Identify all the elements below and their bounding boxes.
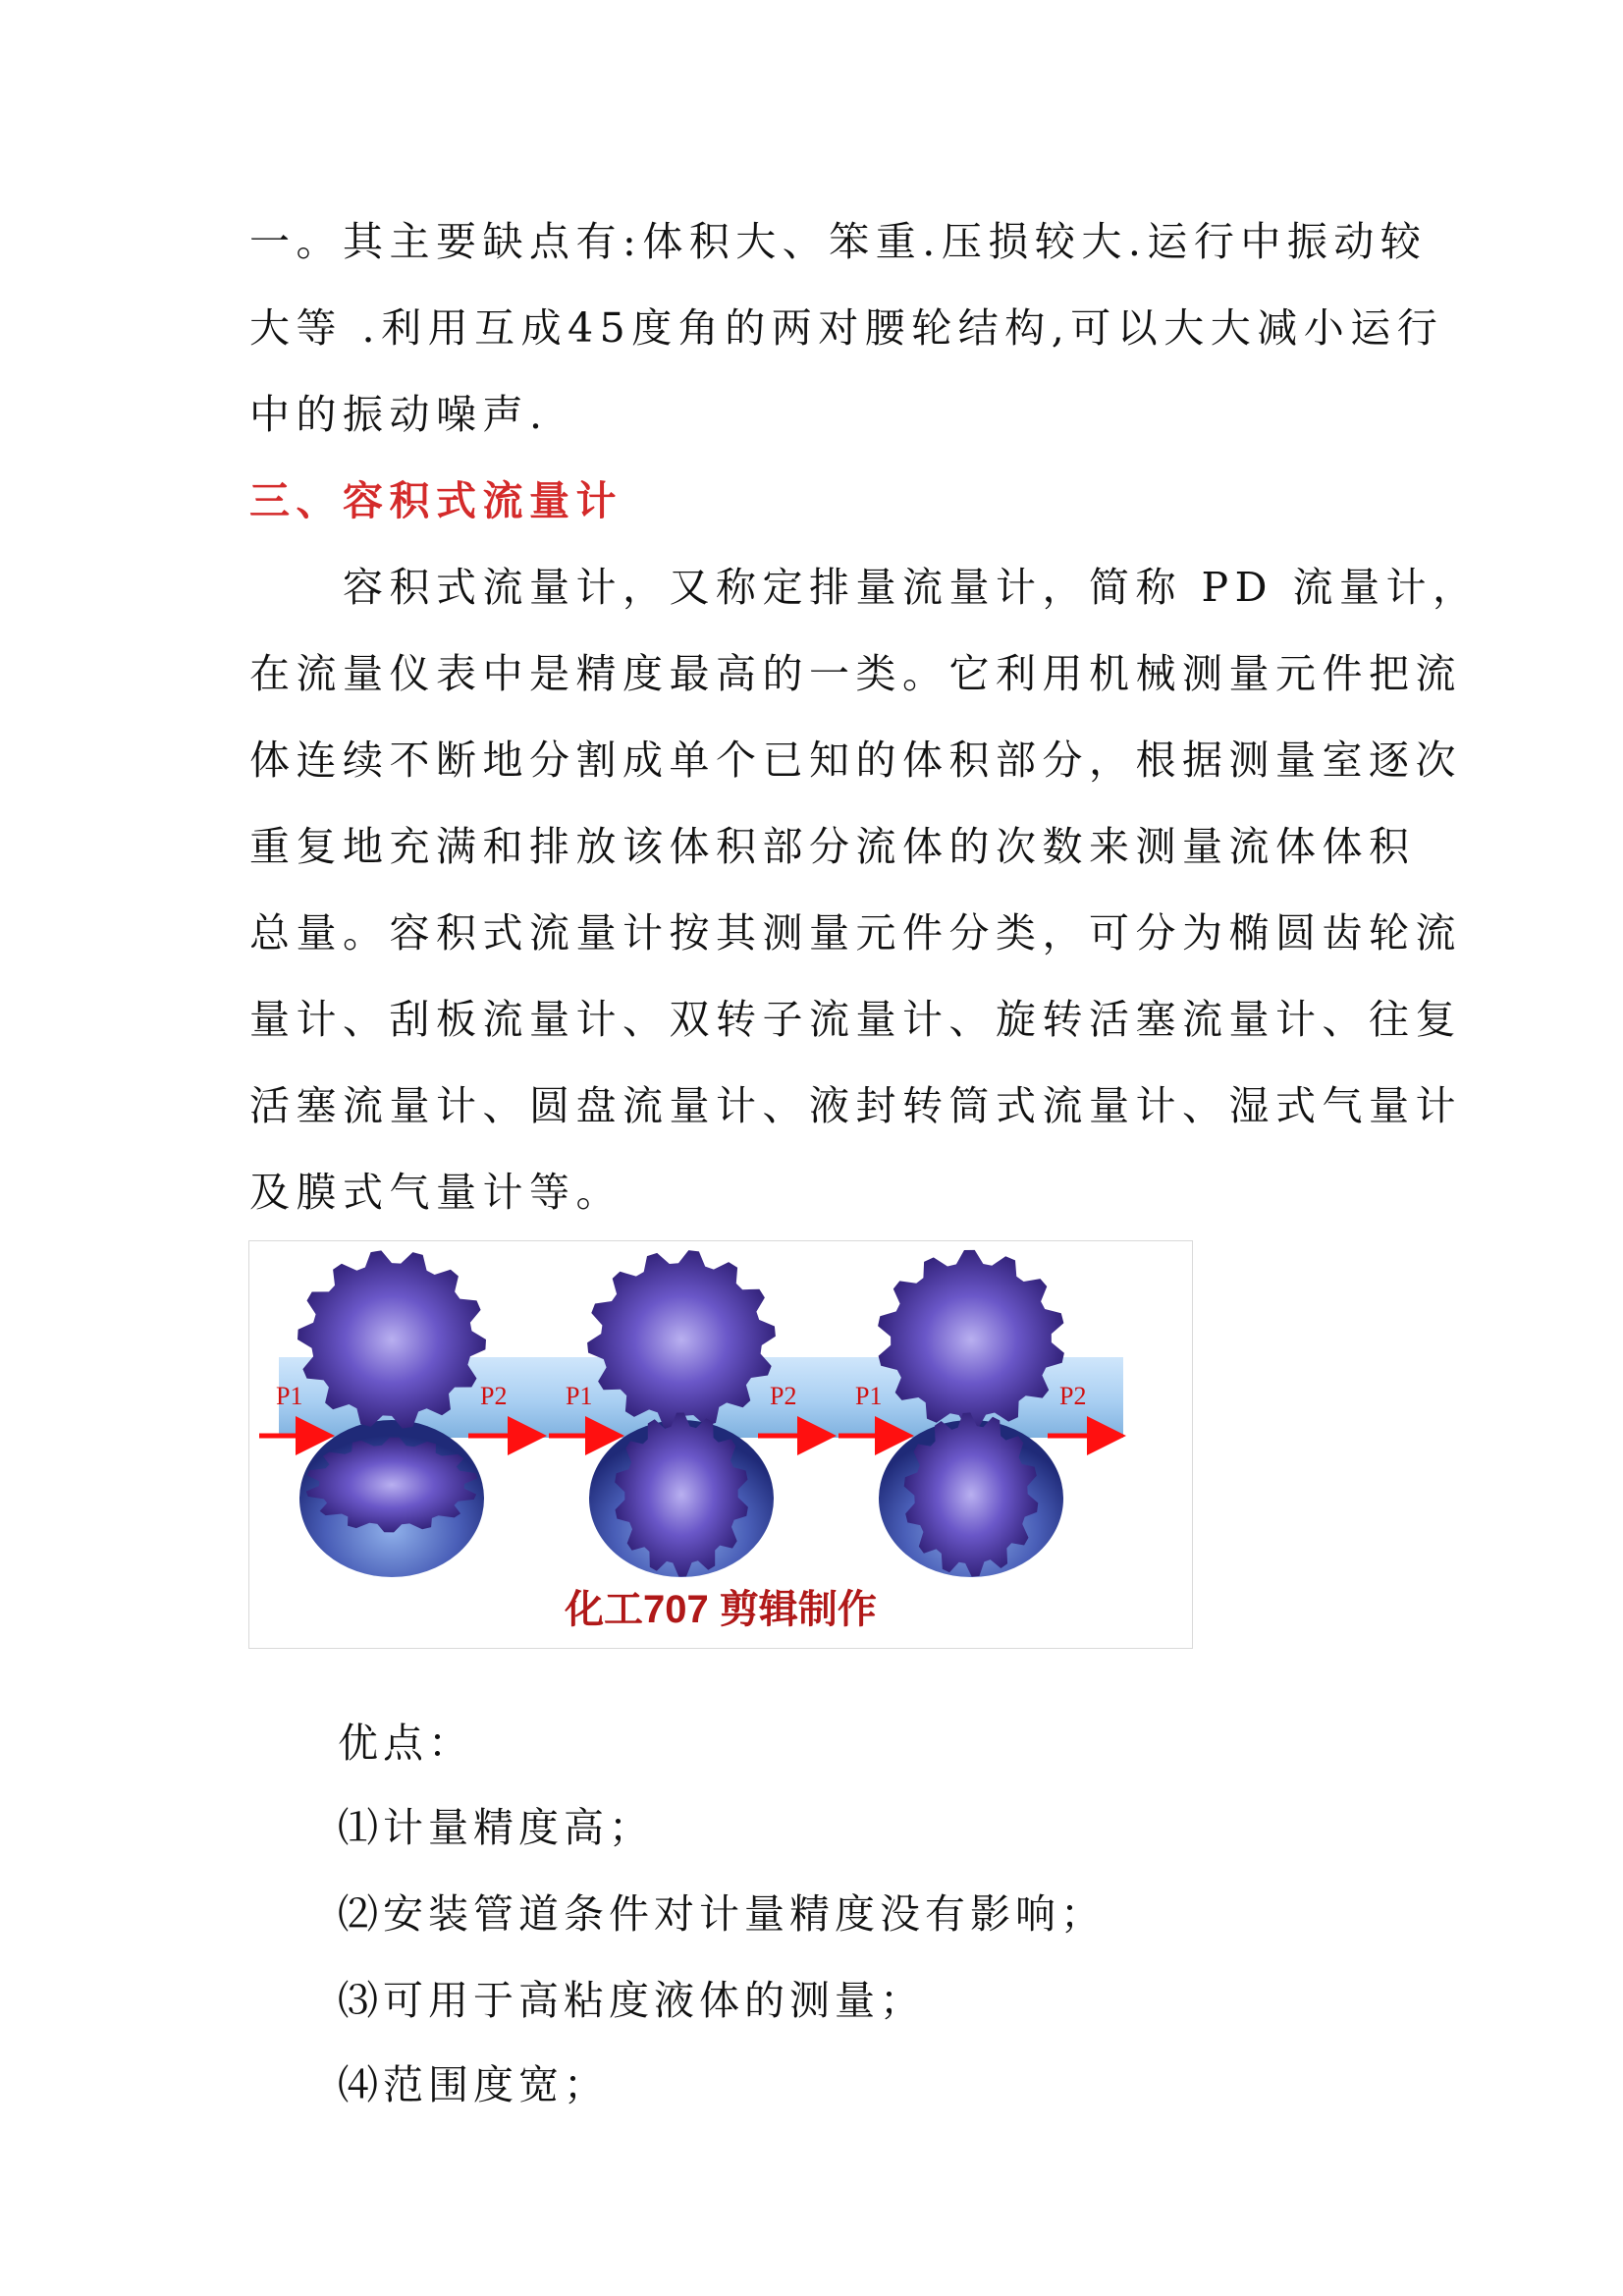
text-line: 体连续不断地分割成单个已知的体积部分，根据测量室逐次 — [249, 737, 1462, 784]
advantages-title: 优点： — [338, 1720, 473, 1767]
outlet-label: P2 — [1059, 1382, 1087, 1410]
text-line: 及膜式气量计等。 — [249, 1169, 622, 1216]
pipe-segment — [1084, 1357, 1123, 1438]
advantage-item: ⑷范围度宽； — [338, 2061, 609, 2108]
outlet-label: P2 — [770, 1382, 797, 1410]
text-line: 一。其主要缺点有:体积大、笨重.压损较大.运行中振动较 — [249, 218, 1428, 265]
text-line: 活塞流量计、圆盘流量计、液封转筒式流量计、湿式气量计 — [249, 1082, 1462, 1129]
flowmeter-diagram — [249, 1241, 1192, 1648]
text-line: 重复地充满和排放该体积部分流体的次数来测量流体体积 — [249, 823, 1416, 870]
inlet-label: P1 — [566, 1382, 593, 1410]
intro-paragraph — [249, 198, 1444, 458]
pipe-segment — [505, 1357, 568, 1438]
gear-units — [259, 1250, 1123, 1577]
text-line: 容积式流量计，又称定排量流量计，简称 PD 流量计， — [249, 564, 1480, 611]
figure-caption: 化工707 剪辑制作 — [565, 1588, 877, 1631]
inlet-label: P1 — [276, 1382, 303, 1410]
flowmeter-unit — [839, 1250, 1123, 1577]
text-line: 大等 .利用互成45度角的两对腰轮结构,可以大大减小运行 — [249, 304, 1444, 352]
section-paragraph — [249, 544, 1480, 1235]
text-line: 中的振动噪声. — [249, 391, 549, 438]
advantage-item: ⑴计量精度高； — [338, 1804, 654, 1851]
advantage-item: ⑶可用于高粘度液体的测量； — [338, 1977, 925, 2024]
text-line: 量计、刮板流量计、双转子流量计、旋转活塞流量计、往复 — [249, 996, 1462, 1043]
section-heading: 三、容积式流量计 — [249, 477, 622, 524]
text-line: 在流量仪表中是精度最高的一类。它利用机械测量元件把流 — [249, 650, 1462, 697]
text-line: 总量。容积式流量计按其测量元件分类，可分为椭圆齿轮流 — [249, 909, 1462, 957]
flowmeter-illustration — [248, 1240, 1193, 1649]
flowmeter-unit — [549, 1250, 858, 1577]
outlet-label: P2 — [480, 1382, 508, 1410]
advantage-item: ⑵安装管道条件对计量精度没有影响； — [338, 1890, 1106, 1938]
flowmeter-unit — [259, 1250, 568, 1577]
pipe-segment — [794, 1357, 858, 1438]
inlet-label: P1 — [855, 1382, 883, 1410]
